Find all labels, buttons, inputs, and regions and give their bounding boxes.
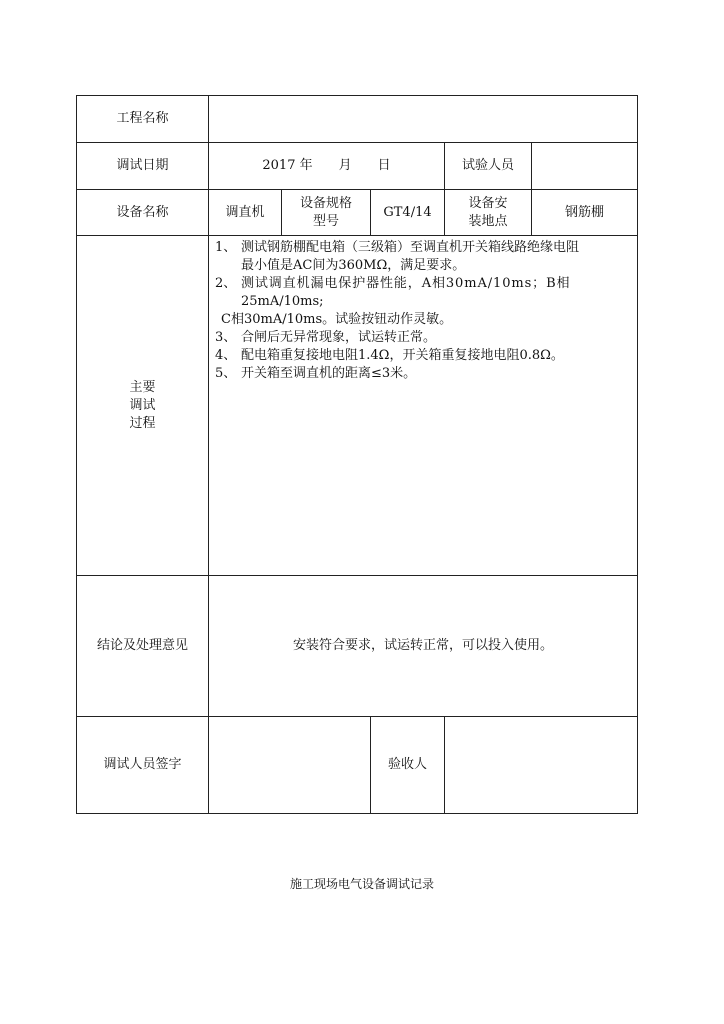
process-label-line: 过程 xyxy=(129,415,156,431)
conclusion-value[interactable]: 安装符合要求，试运转正常，可以投入使用。 xyxy=(209,576,638,717)
process-label-line: 主要 xyxy=(129,379,156,395)
process-item-number: 2、 xyxy=(215,276,237,291)
spec-label-line2: 型号 xyxy=(312,213,339,229)
process-item xyxy=(215,239,633,275)
process-item-number: 3、 xyxy=(215,330,237,345)
project-name-row xyxy=(77,96,638,143)
spec-label xyxy=(282,190,371,236)
spec-value[interactable]: GT4/14 xyxy=(371,190,445,236)
process-item-line: 测试钢筋棚配电箱（三级箱）至调直机开关箱线路绝缘电阻 xyxy=(241,240,580,255)
signature-label: 调试人员签字 xyxy=(77,717,209,814)
equipment-name-value[interactable]: 调直机 xyxy=(209,190,282,236)
process-item-line: 配电箱重复接地电阻1.4Ω，开关箱重复接地电阻0.8Ω。 xyxy=(241,348,564,363)
process-item xyxy=(215,329,633,347)
project-name-label: 工程名称 xyxy=(77,96,209,143)
process-item-line: 合闸后无异常现象，试运转正常。 xyxy=(241,330,437,345)
acceptor-label: 验收人 xyxy=(371,717,445,814)
process-row xyxy=(77,236,638,576)
process-label xyxy=(77,236,209,576)
install-label-line1: 设备安 xyxy=(468,195,508,211)
project-name-value[interactable] xyxy=(209,96,638,143)
signature-row xyxy=(77,717,638,814)
process-item-line: 最小值是AC间为360MΩ，满足要求。 xyxy=(241,258,466,273)
signature-value[interactable] xyxy=(209,717,371,814)
process-item-number: 5、 xyxy=(215,366,237,381)
debug-record-table xyxy=(76,95,638,814)
acceptor-value[interactable] xyxy=(445,717,638,814)
process-item-line: C相30mA/10ms。试验按钮动作灵敏。 xyxy=(221,312,453,327)
test-date-day: 日 xyxy=(377,158,391,173)
equipment-name-label: 设备名称 xyxy=(77,190,209,236)
process-item xyxy=(215,347,633,365)
test-date-value[interactable] xyxy=(209,143,445,190)
process-item xyxy=(215,275,633,329)
install-location-value[interactable]: 钢筋棚 xyxy=(532,190,638,236)
spec-label-line1: 设备规格 xyxy=(299,195,352,211)
process-label-line: 调试 xyxy=(129,397,156,413)
process-item-line: 开关箱至调直机的距离≤3米。 xyxy=(241,366,417,381)
conclusion-label: 结论及处理意见 xyxy=(77,576,209,717)
process-item-line: 25mA/10ms; xyxy=(241,294,324,309)
conclusion-row xyxy=(77,576,638,717)
equipment-row xyxy=(77,190,638,236)
install-location-label xyxy=(445,190,532,236)
install-label-line2: 装地点 xyxy=(468,213,508,229)
process-item-line: 测试调直机漏电保护器性能，A相30mA/10ms；B相 xyxy=(241,276,571,291)
test-date-row xyxy=(77,143,638,190)
test-date-label: 调试日期 xyxy=(77,143,209,190)
process-item-number: 4、 xyxy=(215,348,237,363)
tester-value[interactable] xyxy=(532,143,638,190)
process-item xyxy=(215,365,633,383)
process-item-number: 1、 xyxy=(215,240,237,255)
test-date-year: 2017 年 xyxy=(262,158,313,173)
test-date-month: 月 xyxy=(338,158,352,173)
footer-caption: 施工现场电气设备调试记录 xyxy=(289,877,434,891)
process-content[interactable] xyxy=(209,236,638,576)
tester-label: 试验人员 xyxy=(445,143,532,190)
